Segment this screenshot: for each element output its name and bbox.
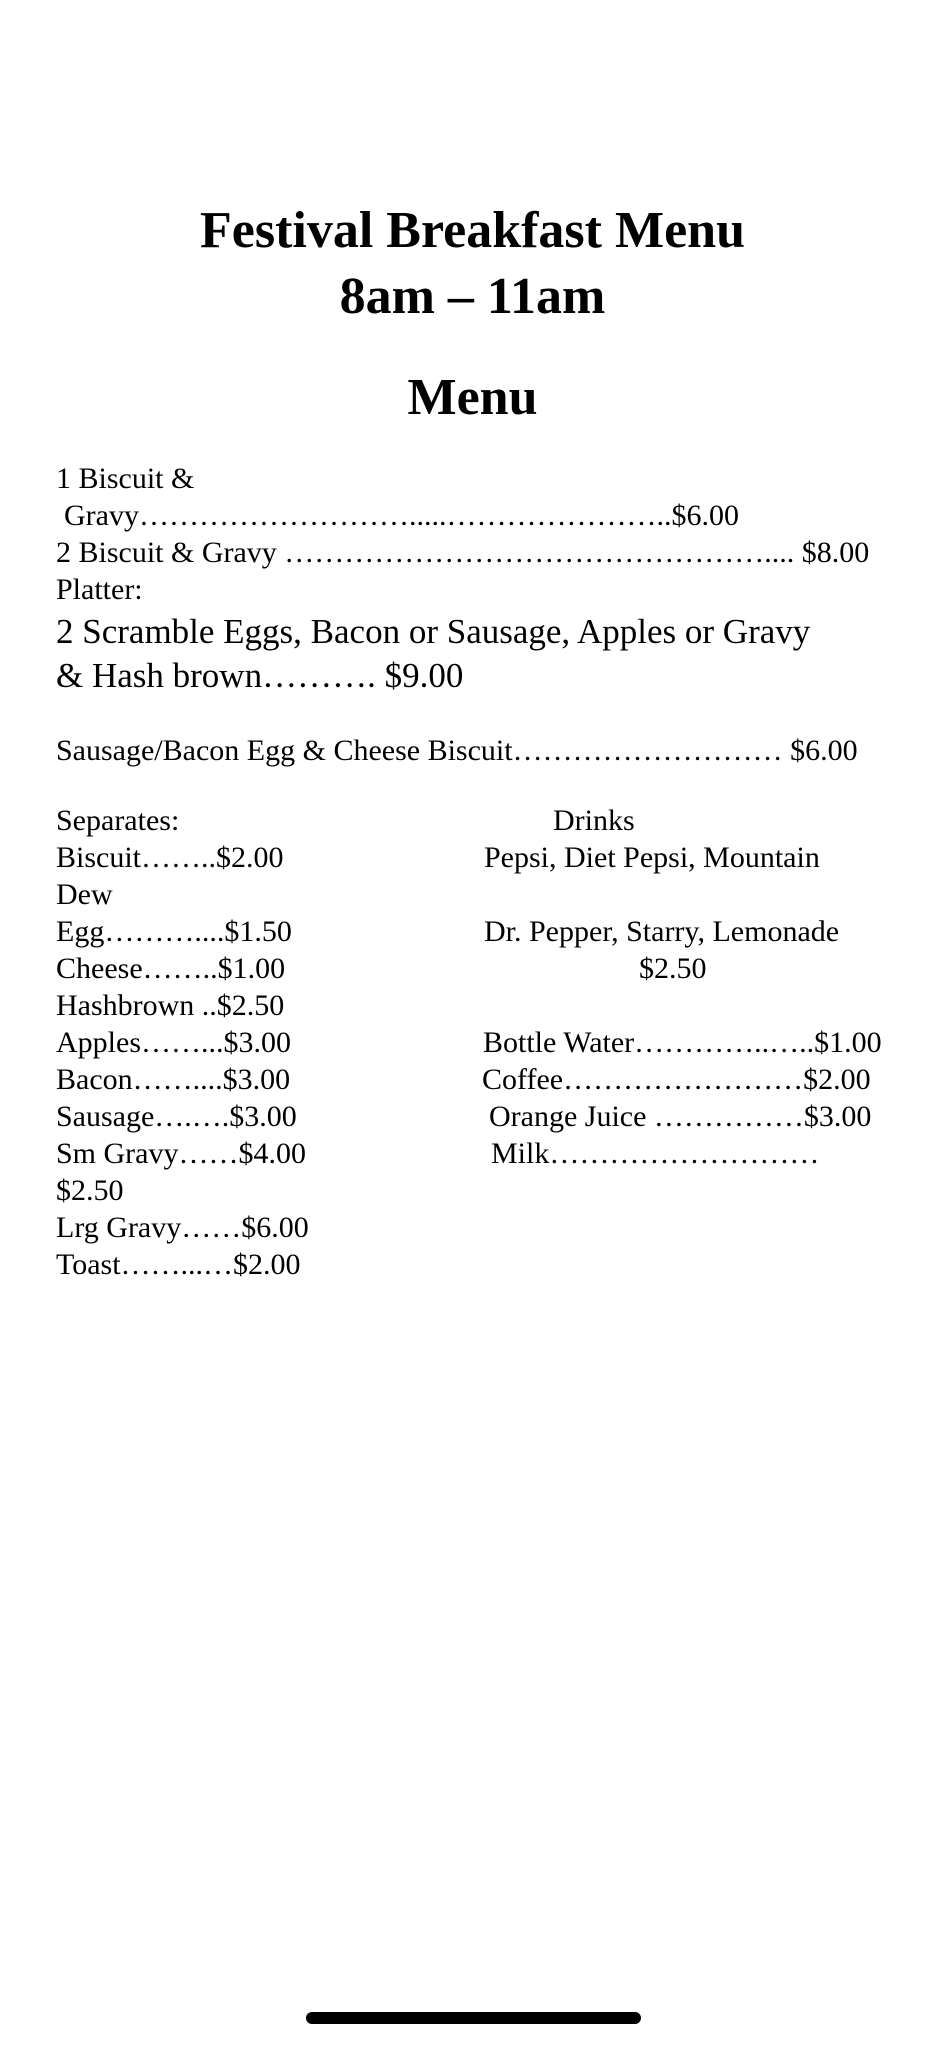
drinks-orange-juice: Orange Juice ……………$3.00	[489, 1100, 872, 1133]
menu-item-1-biscuit-gravy-line2: Gravy……………………….....…………………..$6.00	[64, 499, 739, 532]
sausage-bacon-biscuit: Sausage/Bacon Egg & Cheese Biscuit……………………… $6.00	[56, 734, 858, 767]
drinks-heading: Drinks	[553, 804, 635, 837]
drinks-soda-price: $2.50	[639, 952, 707, 985]
home-indicator[interactable]	[306, 2012, 641, 2024]
separates-line: Apples……...$3.00	[56, 1026, 291, 1059]
separates-line: Sm Gravy……$4.00	[56, 1137, 306, 1170]
separates-line: Bacon……....$3.00	[56, 1063, 291, 1096]
separates-line: Toast……...…$2.00	[56, 1248, 301, 1281]
hours-heading: 8am – 11am	[339, 268, 606, 325]
drinks-soda-line2: Dr. Pepper, Starry, Lemonade	[484, 915, 840, 948]
separates-line: Biscuit……..$2.00	[56, 841, 284, 874]
separates-line: Cheese……..$1.00	[56, 952, 286, 985]
separates-line: Hashbrown ..$2.50	[56, 989, 285, 1022]
separates-heading: Separates:	[56, 804, 180, 837]
menu-heading: Menu	[407, 369, 538, 426]
drinks-soda-line1: Pepsi, Diet Pepsi, Mountain	[484, 841, 820, 874]
separates-line: Dew	[56, 878, 113, 911]
page-title: Festival Breakfast Menu	[200, 202, 745, 259]
separates-line: Egg………....$1.50	[56, 915, 292, 948]
platter-label: Platter:	[56, 573, 143, 606]
separates-line: Sausage….….$3.00	[56, 1100, 297, 1133]
platter-description-line1: 2 Scramble Eggs, Bacon or Sausage, Apples or Gravy	[56, 612, 811, 651]
separates-line: Lrg Gravy……$6.00	[56, 1211, 309, 1244]
menu-item-2-biscuit-gravy: 2 Biscuit & Gravy ………………………………………….... $8.00	[56, 536, 870, 569]
menu-item-1-biscuit-gravy-line1: 1 Biscuit &	[56, 462, 195, 495]
drinks-bottle-water: Bottle Water…………..…..$1.00	[483, 1026, 882, 1059]
platter-description-line2: & Hash brown………. $9.00	[56, 656, 464, 695]
drinks-coffee: Coffee……………………$2.00	[482, 1063, 871, 1096]
drinks-milk: Milk………………………	[491, 1137, 820, 1170]
separates-line: $2.50	[56, 1174, 124, 1207]
